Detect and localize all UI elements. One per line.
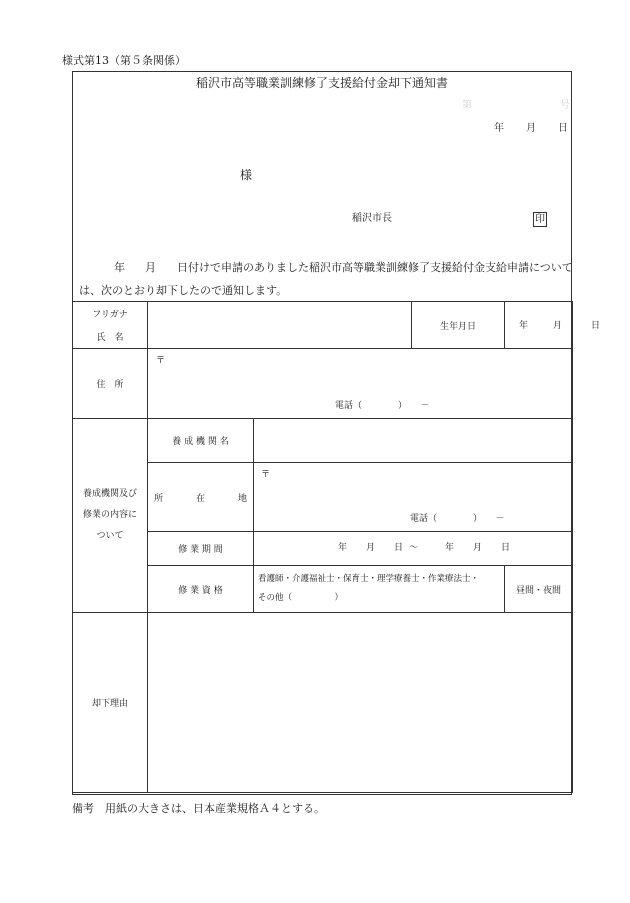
date-month-label: 月: [526, 123, 536, 134]
date-day-label: 日: [558, 123, 568, 134]
qualification-label: 修 業 資 格: [148, 566, 254, 613]
day-night-option: 昼間・夜間: [505, 566, 573, 613]
body-year-label: 年: [114, 261, 125, 274]
postal-mark: 〒: [156, 356, 166, 366]
period-tilde: ～: [409, 543, 419, 553]
recipient-suffix: 様: [240, 168, 253, 182]
period-start-year: 年: [338, 543, 348, 553]
training-section-label-line2: 修業の内容に: [82, 510, 137, 520]
location-label: [154, 491, 247, 504]
address-phone-label: 電話（ ） －: [335, 401, 430, 411]
period-end-month: 月: [473, 543, 483, 553]
body-line2-text: は、次のとおり却下したので通知します。: [79, 284, 288, 297]
qualification-options-line2: その他（ ）: [258, 593, 344, 603]
furigana-label: フリガナ: [92, 310, 128, 320]
doc-no-dai: 第: [462, 100, 472, 111]
training-section-label-line3: ついて: [96, 531, 124, 541]
document-title: 稲沢市高等職業訓練修了支援給付金却下通知書: [195, 76, 448, 90]
name-label: 氏 名: [96, 333, 124, 343]
institution-name-label: 養 成 機 関 名: [148, 419, 254, 463]
location-phone-label: 電話（ ） －: [410, 514, 505, 524]
body-line1-text: 日付けで申請のありました稲沢市高等職業訓練修了支援給付金支給申請について: [177, 261, 573, 274]
form-number: 様式第13（第５条関係）: [62, 54, 186, 67]
date-year-label: 年: [494, 123, 504, 134]
remarks-note: 備考 用紙の大きさは、日本産業規格Ａ４とする。: [72, 802, 325, 815]
issuer-title: 稲沢市長: [352, 213, 392, 224]
name-value-cell: [148, 302, 412, 349]
birth-year-label: 年: [519, 321, 529, 331]
birth-month-label: 月: [553, 321, 563, 331]
training-section-label-line1: 養成機関及び: [82, 489, 137, 499]
period-end-year: 年: [445, 543, 455, 553]
name-label-cell: [73, 302, 148, 349]
address-value-cell: [148, 349, 573, 419]
period-start-day: 日: [394, 543, 404, 553]
location-label-cell: [148, 463, 254, 532]
training-section-label: [73, 419, 148, 613]
institution-name-value: [254, 419, 573, 463]
rejection-reason-label: 却下理由: [73, 613, 148, 793]
period-end-day: 日: [501, 543, 511, 553]
doc-no-go: 号: [560, 100, 570, 111]
qualification-options-cell: [254, 566, 505, 613]
location-value-cell: [254, 463, 573, 532]
seal-mark: 印: [535, 214, 545, 225]
location-postal-mark: 〒: [261, 470, 271, 480]
location-label-char1: 所: [154, 493, 164, 504]
location-label-char2: 在: [195, 493, 205, 504]
birth-day-label: 日: [591, 321, 601, 331]
application-details-table: [72, 301, 601, 793]
location-label-char3: 地: [237, 493, 247, 504]
birth-date-cell: [505, 302, 601, 349]
rejection-reason-value: [148, 613, 573, 793]
address-label: 住 所: [73, 349, 148, 419]
birth-label-cell: 生年月日: [412, 302, 505, 349]
period-start-month: 月: [366, 543, 376, 553]
qualification-options-line1: 看護師・介護福祉士・保育士・理学療養士・作業療法士・: [258, 574, 480, 584]
body-month-label: 月: [145, 261, 156, 274]
period-value-cell: [254, 532, 573, 566]
period-label: 修 業 期 間: [148, 532, 254, 566]
